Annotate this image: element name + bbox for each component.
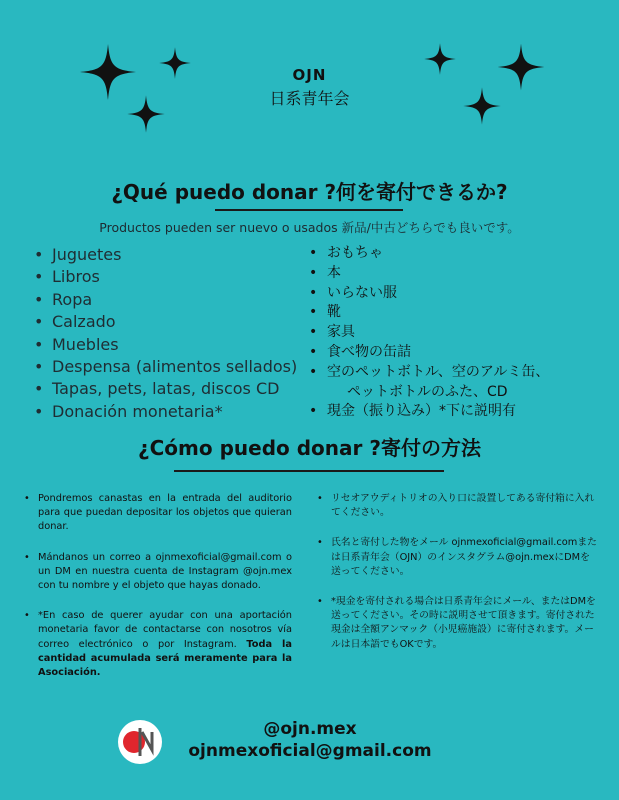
list-item-bold-text: Toda la cantidad acumulada será meramente para la Asociación.: [38, 638, 292, 679]
list-item: • Tapas, pets, latas, discos CD: [30, 378, 297, 400]
instagram-handle: @ojn.mex: [263, 719, 357, 739]
list-item: • Juguetes: [30, 244, 297, 266]
list-item: • いらない服: [305, 284, 605, 304]
org-name: OJN: [292, 66, 327, 84]
list-item: • Ropa: [30, 289, 297, 311]
list-item: [22, 609, 292, 680]
how-jp-list: [315, 492, 597, 668]
divider: [215, 209, 403, 211]
list-item: • 本: [305, 264, 605, 284]
list-item: • おもちゃ: [305, 244, 605, 264]
list-item: • 家具: [305, 323, 605, 343]
list-item: • Donación monetaria*: [30, 401, 297, 423]
list-item: [305, 363, 605, 403]
email-address: ojnmexoficial@gmail.com: [188, 741, 432, 761]
list-item: • 現金（振り込み）*下に説明有: [305, 402, 605, 422]
list-item-line: ペットボトルのふた、CD: [347, 383, 508, 400]
contact: [160, 718, 460, 762]
list-item: • リセオアウディトリオの入り口に設置してある寄付箱に入れてください。: [315, 492, 597, 520]
list-item: • Pondremos canastas en la entrada del auditorio para que puedan depositar los objetos que quieran donar.: [22, 492, 292, 535]
what-title: ¿Qué puedo donar ?何を寄付できるか?: [111, 180, 508, 204]
list-item: • Libros: [30, 266, 297, 288]
list-item: • Calzado: [30, 311, 297, 333]
header: [0, 66, 619, 109]
list-item: • 氏名と寄付した物をメール ojnmexoficial@gmail.comまたは日系青年会（OJN）のインスタグラム@ojn.mexにDMを送ってください。: [315, 536, 597, 579]
ojn-logo: [118, 720, 162, 764]
how-title: ¿Cómo puedo donar ?寄付の方法: [138, 436, 481, 460]
ojn-logo-graphic: [118, 720, 162, 764]
list-item: • Despensa (alimentos sellados): [30, 356, 297, 378]
items-jp-list: [305, 244, 605, 422]
how-es-list: [22, 492, 292, 696]
divider: [174, 470, 444, 472]
list-item: • *現金を寄付される場合は日系青年会にメール、またはDMを送ってください。その時に説明させて頂きます。寄付された現金は全額アンマック（小児癌施設）に寄付されます。メールは日本語でもOKです。: [315, 595, 597, 652]
list-item: • Mándanos un correo a ojnmexoficial@gmail.com o un DM en nuestra cuenta de Instagram @ojn.mex con tu nombre y el objeto que hayas donado.: [22, 551, 292, 594]
items-es-list: [30, 244, 297, 423]
list-item: • Muebles: [30, 334, 297, 356]
list-item: • 靴: [305, 303, 605, 323]
list-item: • 食べ物の缶詰: [305, 343, 605, 363]
list-item-line: • 空のペットボトル、空のアルミ缶、: [327, 363, 550, 380]
org-name-jp: 日系青年会: [269, 89, 350, 108]
what-subtitle: Productos pueden ser nuevo o usados 新品/中古どちらでも良いです。: [99, 220, 520, 235]
list-item-text: *En caso de querer ayudar con una aportación monetaria favor de contactarse con nosotros vía correo electrónico o por Instagram.: [38, 610, 292, 650]
